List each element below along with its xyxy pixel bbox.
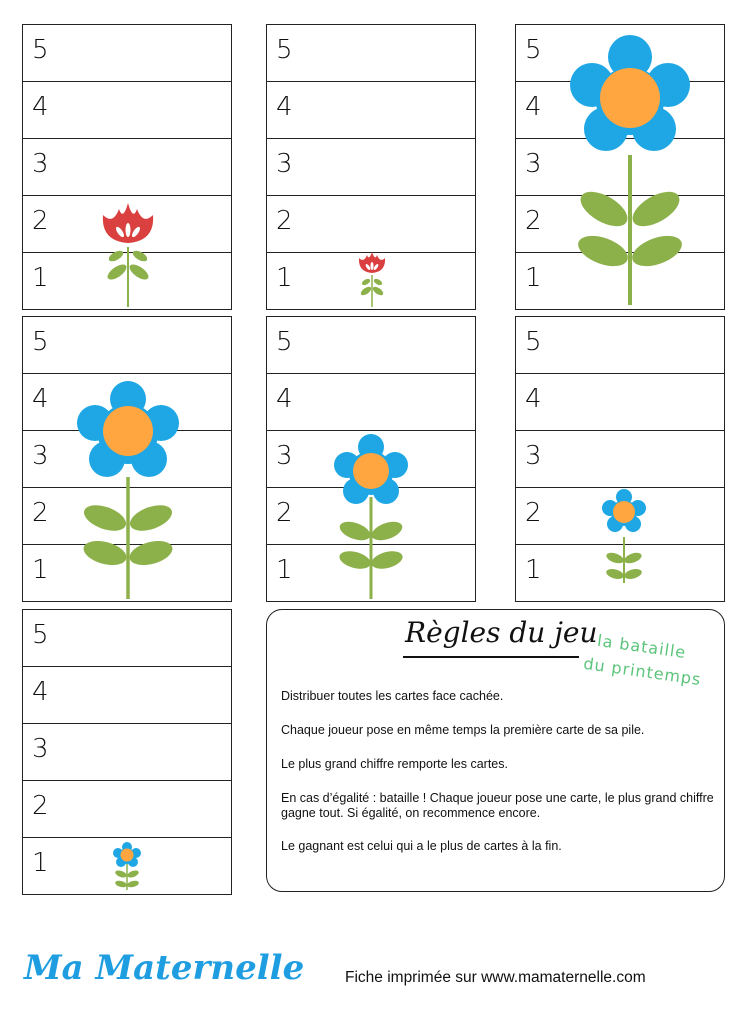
row-number: 1: [525, 555, 542, 585]
row-number: 4: [32, 384, 49, 414]
rule-item: Le plus grand chiffre remporte les cartes.: [281, 757, 508, 771]
footer-text: Fiche imprimée sur www.mamaternelle.com: [345, 969, 646, 986]
daisy-flower-icon: [23, 610, 233, 896]
daisy-flower-icon: [516, 317, 726, 603]
row-number: 2: [525, 206, 542, 236]
rule-item: Distribuer toutes les cartes face cachée.: [281, 689, 504, 703]
row-number: 1: [276, 555, 293, 585]
card-4: [22, 316, 232, 602]
daisy-flower-icon: [23, 317, 233, 603]
row-number: 4: [276, 384, 293, 414]
row-number: 2: [525, 498, 542, 528]
tulip-flower-icon: [267, 25, 477, 311]
row-number: 5: [32, 35, 49, 65]
row-number: 4: [32, 92, 49, 122]
rule-item: En cas d’égalité : bataille ! Chaque joueur pose une carte, le plus grand chiffre gagne tout. Si égalité, on recommence encore.: [281, 791, 714, 820]
row-number: 4: [525, 92, 542, 122]
brand-logo: Ma Maternelle: [24, 948, 305, 988]
rule-item: Le gagnant est celui qui a le plus de cartes à la fin.: [281, 839, 562, 853]
row-number: 4: [525, 384, 542, 414]
row-number: 5: [32, 620, 49, 650]
card-5: [266, 316, 476, 602]
card-3: [515, 24, 725, 310]
daisy-flower-icon: [267, 317, 477, 603]
row-number: 3: [276, 441, 293, 471]
row-number: 3: [525, 149, 542, 179]
row-number: 2: [32, 791, 49, 821]
row-number: 2: [276, 206, 293, 236]
row-number: 1: [276, 263, 293, 293]
row-number: 1: [32, 555, 49, 585]
row-number: 5: [276, 35, 293, 65]
rules-box: [266, 609, 725, 892]
row-number: 3: [32, 441, 49, 471]
row-number: 5: [276, 327, 293, 357]
card-6: [515, 316, 725, 602]
row-number: 4: [276, 92, 293, 122]
row-number: 3: [32, 734, 49, 764]
row-number: 5: [525, 35, 542, 65]
rules-title: Règles du jeu: [405, 616, 598, 649]
card-2: [266, 24, 476, 310]
card-1: [22, 24, 232, 310]
row-number: 4: [32, 677, 49, 707]
row-number: 1: [32, 263, 49, 293]
game-subtitle-line-1: la bataille: [596, 630, 688, 663]
row-number: 1: [32, 848, 49, 878]
row-number: 2: [276, 498, 293, 528]
row-number: 3: [276, 149, 293, 179]
daisy-flower-icon: [516, 25, 726, 311]
game-subtitle-line-2: du printemps: [582, 653, 703, 690]
rule-item: Chaque joueur pose en même temps la première carte de sa pile.: [281, 723, 645, 737]
row-number: 2: [32, 206, 49, 236]
row-number: 5: [525, 327, 542, 357]
row-number: 3: [32, 149, 49, 179]
row-number: 1: [525, 263, 542, 293]
rules-title-underline: [403, 656, 579, 658]
row-number: 2: [32, 498, 49, 528]
card-7: [22, 609, 232, 895]
row-number: 3: [525, 441, 542, 471]
tulip-flower-icon: [23, 25, 233, 311]
row-number: 5: [32, 327, 49, 357]
